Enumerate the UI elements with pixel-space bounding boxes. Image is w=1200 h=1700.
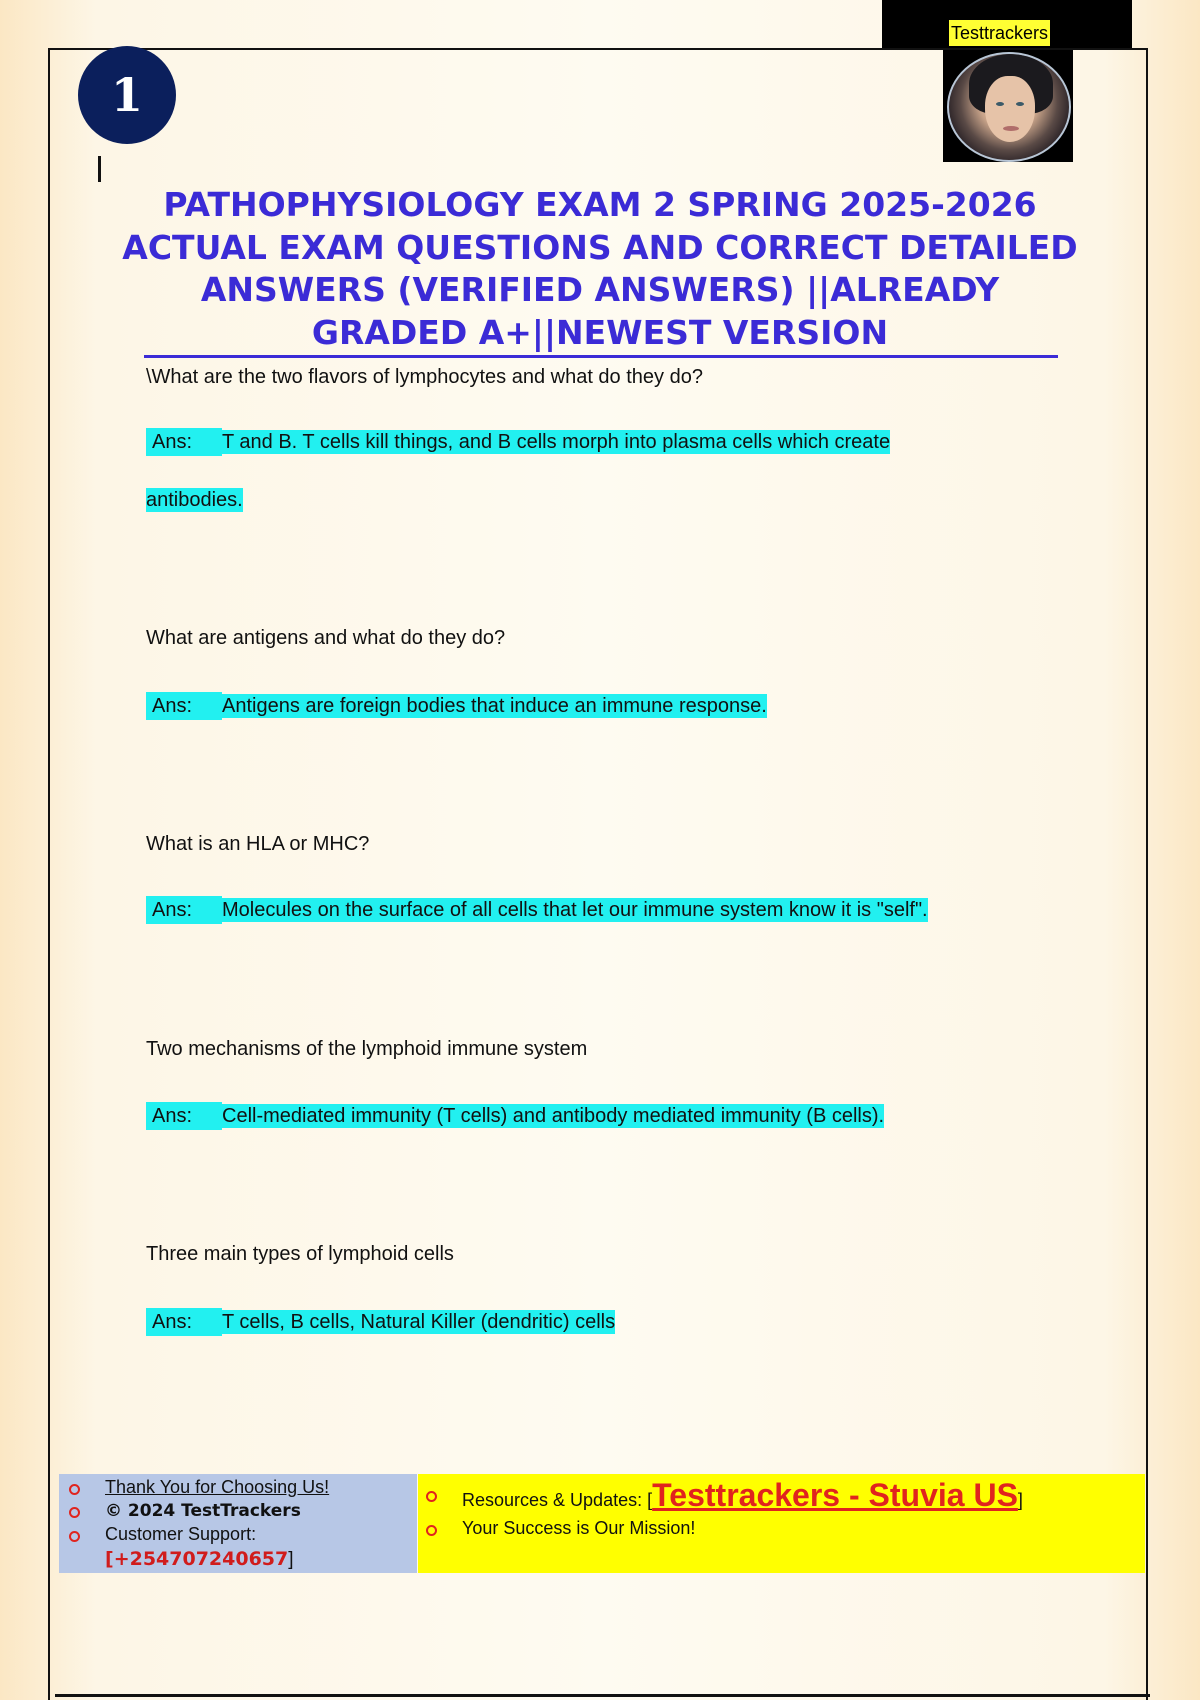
page-number-badge: 1 bbox=[78, 46, 176, 144]
footer-copyright-item bbox=[105, 1499, 417, 1523]
answer-3-text: Molecules on the surface of all cells that let our immune system know it is "self". bbox=[222, 899, 928, 921]
question-4: Two mechanisms of the lymphoid immune system bbox=[146, 1038, 588, 1060]
answer-5 bbox=[146, 1308, 615, 1336]
question-3: What is an HLA or MHC? bbox=[146, 833, 370, 855]
question-1: \What are the two flavors of lymphocytes and what do they do? bbox=[146, 366, 703, 388]
footer-mission: Your Success is Our Mission! bbox=[462, 1518, 696, 1538]
answer-label: Ans: bbox=[146, 692, 222, 720]
author-avatar bbox=[947, 52, 1071, 162]
answer-5-text: T cells, B cells, Natural Killer (dendritic) cells bbox=[222, 1311, 616, 1333]
answer-1 bbox=[146, 428, 890, 456]
footer-mission-item bbox=[462, 1517, 1145, 1540]
text-cursor bbox=[98, 156, 101, 182]
footer-resources-panel bbox=[418, 1474, 1145, 1573]
footer-thanks-link[interactable]: Thank You for Choosing Us! bbox=[105, 1477, 330, 1497]
bullet-icon bbox=[69, 1531, 80, 1542]
answer-1-continued bbox=[146, 486, 243, 514]
answer-2 bbox=[146, 692, 767, 720]
footer-resources-item: Resources & Updates: [Testtrackers - Stuvia US] bbox=[462, 1478, 1145, 1517]
bullet-icon bbox=[426, 1525, 437, 1536]
footer-thanks-item bbox=[105, 1476, 417, 1499]
answer-label: Ans: bbox=[146, 1102, 222, 1130]
footer-phone-number[interactable]: +254707240657 bbox=[113, 1548, 289, 1570]
answer-1-line-2: antibodies. bbox=[146, 489, 243, 511]
store-link[interactable]: Testtrackers - Stuvia US bbox=[652, 1477, 1018, 1513]
footer-resources-label: Resources & Updates: bbox=[462, 1490, 643, 1510]
question-2: What are antigens and what do they do? bbox=[146, 627, 506, 649]
title-underline bbox=[144, 355, 1058, 358]
page-bottom-rule bbox=[55, 1694, 1150, 1697]
answer-3 bbox=[146, 896, 928, 924]
footer-contact-panel bbox=[59, 1474, 417, 1573]
bullet-icon bbox=[69, 1507, 80, 1518]
answer-label: Ans: bbox=[146, 428, 222, 456]
brand-tag: Testtrackers bbox=[949, 20, 1050, 46]
footer-copyright: © 2024 TestTrackers bbox=[105, 1501, 301, 1521]
answer-4 bbox=[146, 1102, 884, 1130]
answer-label: Ans: bbox=[146, 1308, 222, 1336]
footer-phone-item: [+254707240657] bbox=[105, 1548, 294, 1570]
answer-label: Ans: bbox=[146, 896, 222, 924]
footer-support-item bbox=[105, 1523, 417, 1546]
question-5: Three main types of lymphoid cells bbox=[146, 1243, 454, 1265]
bullet-icon bbox=[426, 1491, 437, 1502]
answer-4-text: Cell-mediated immunity (T cells) and antibody mediated immunity (B cells). bbox=[222, 1105, 885, 1127]
answer-1-line-1: T and B. T cells kill things, and B cells morph into plasma cells which create bbox=[222, 431, 891, 453]
footer-support-label: Customer Support: bbox=[105, 1524, 257, 1544]
document-title: PATHOPHYSIOLOGY EXAM 2 SPRING 2025-2026 ACTUAL EXAM QUESTIONS AND CORRECT DETAILED ANSWERS (VERIFIED ANSWERS) ||ALREADY GRADED A+||NEWEST VERSION bbox=[122, 185, 1078, 352]
answer-2-text: Antigens are foreign bodies that induce an immune response. bbox=[222, 695, 767, 717]
bullet-icon bbox=[69, 1484, 80, 1495]
